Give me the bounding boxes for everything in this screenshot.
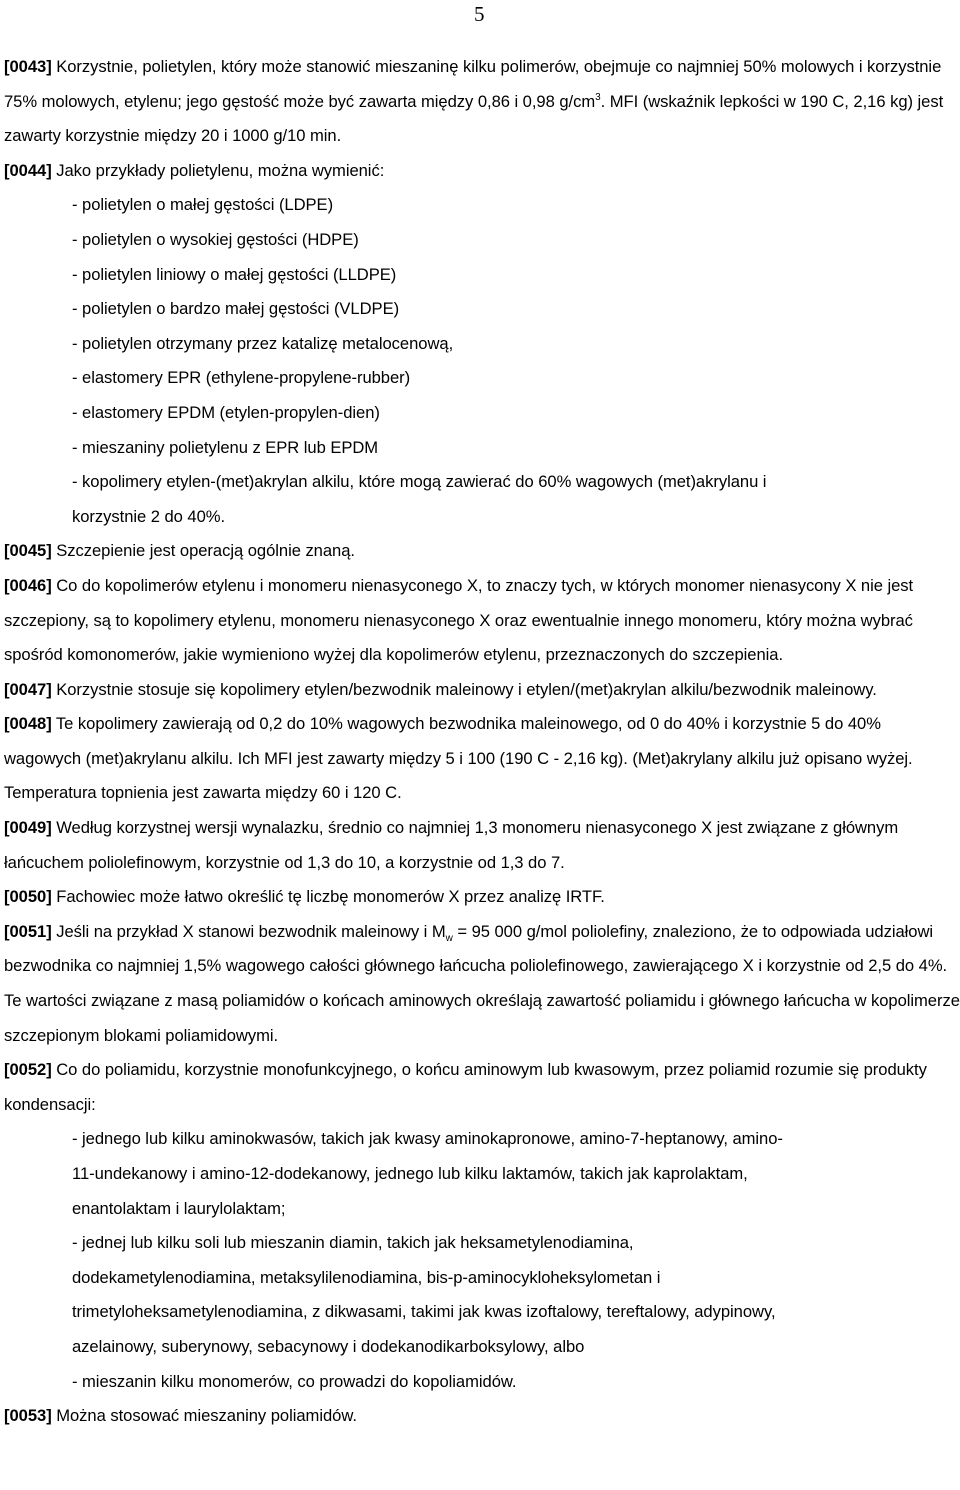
paragraph-text: Te kopolimery zawierają od 0,2 do 10% wagowych bezwodnika maleinowego, od 0 do 40% i korzystnie 5 do 40% wagowych (met)akrylanu alkilu. Ich MFI jest zawarty między 5 i 100 (190 C - 2,16 kg). (Met)akrylany alkilu już opisano wyżej. Temperatura topnienia jest zawarta między 60 i 120 C.	[4, 714, 913, 803]
paragraph-0052	[4, 1053, 960, 1122]
paragraph-text: Korzystnie, polietylen, który może stanowić mieszaninę kilku polimerów, obejmuje co najmniej 50% molowych i korzystnie 75% molowych, etylenu; jego gęstość może być zawarta między 0,86 i 0,98 g/cm	[4, 57, 942, 111]
list-item: - polietylen otrzymany przez katalizę metalocenową,	[72, 333, 454, 353]
paragraph-text: Szczepienie jest operacją ogólnie znaną.	[51, 541, 355, 561]
paragraph-text: = 95 000 g/mol poliolefiny, znaleziono, że to odpowiada udziałowi bezwodnika co najmniej 1,5% wagowego całości głównego łańcucha poliolefinowego, zawierającego X i korzystnie od 2,5 do 4%. Te wartości związane z masą poliamidów o końcach aminowych określają zawartość poliamidu i głównego łańcucha w kopolimerze szczepionym blokami poliamidowymi.	[4, 921, 960, 1045]
paragraph-text: Co do poliamidu, korzystnie monofunkcyjnego, o końcu aminowym lub kwasowym, przez poliamid rozumie się produkty kondensacji:	[4, 1060, 927, 1114]
paragraph-number: [0052]	[4, 1060, 52, 1080]
paragraph-text: Co do kopolimerów etylenu i monomeru nienasyconego X, to znaczy tych, w których monomer nienasycony X nie jest szczepiony, są to kopolimery etylenu, monomeru nienasyconego X oraz ewentualnie innego monomeru, który można wybrać spośród komonomerów, jakie wymieniono wyżej dla kopolimerów etylenu, przeznaczonych do szczepienia.	[4, 575, 914, 665]
list-item: - mieszaniny polietylenu z EPR lub EPDM	[72, 437, 379, 457]
page-number: 5	[474, 2, 485, 26]
paragraph-number: [0048]	[4, 714, 52, 734]
paragraph-0044	[4, 154, 960, 189]
paragraph-0045	[4, 534, 960, 569]
list-item-line: - kopolimery etylen-(met)akrylan alkilu, które mogą zawierać do 60% wagowych (met)akrylanu i	[72, 472, 767, 492]
paragraph-number: [0046]	[4, 575, 52, 595]
list-item: - polietylen o bardzo małej gęstości (VLDPE)	[72, 299, 400, 319]
paragraph-text: Fachowiec może łatwo określić tę liczbę monomerów X przez analizę IRTF.	[51, 887, 605, 907]
paragraph-number: [0045]	[4, 541, 52, 561]
paragraph-text: Można stosować mieszaniny poliamidów.	[51, 1406, 357, 1426]
list-item	[4, 1226, 960, 1364]
paragraph-text: Według korzystnej wersji wynalazku, średnio co najmniej 1,3 monomeru nienasyconego X jest związane z głównym łańcuchem poliolefinowym, korzystnie od 1,3 do 10, a korzystnie od 1,3 do 7.	[4, 818, 899, 872]
list-item-line: 11-undekanowy i amino-12-dodekanowy, jednego lub kilku laktamów, takich jak kaprolaktam,	[72, 1164, 748, 1183]
paragraph-text: Jako przykłady polietylenu, można wymienić:	[51, 160, 385, 180]
list-item-line: dodekametylenodiamina, metaksylilenodiamina, bis-p-aminocykloheksylometan i	[72, 1267, 661, 1287]
document-body	[4, 50, 960, 1434]
paragraph-number: [0044]	[4, 160, 52, 180]
paragraph-number: [0043]	[4, 57, 52, 76]
paragraph-0049	[4, 811, 960, 880]
polyamide-list	[4, 1122, 960, 1399]
paragraph-text: . MFI (wskaźnik lepkości w 190 C, 2,16 kg) jest zawarty korzystnie między 20 i 1000 g/10 min.	[4, 91, 944, 146]
paragraph-number: [0051]	[4, 921, 52, 941]
paragraph-number: [0053]	[4, 1406, 52, 1426]
paragraph-0046	[4, 569, 960, 673]
list-item-line: trimetyloheksametylenodiamina, z dikwasami, takimi jak kwas izoftalowy, tereftalowy, adypinowy,	[72, 1302, 776, 1322]
paragraph-number: [0049]	[4, 818, 52, 838]
list-item: - elastomery EPDM (etylen-propylen-dien)	[72, 402, 380, 422]
paragraph-text: Korzystnie stosuje się kopolimery etylen/bezwodnik maleinowy i etylen/(met)akrylan alkilu/bezwodnik maleinowy.	[51, 679, 877, 699]
paragraph-0050	[4, 880, 960, 915]
paragraph-0051	[4, 915, 960, 1053]
paragraph-0043	[4, 50, 960, 154]
list-item: - polietylen liniowy o małej gęstości (LLDPE)	[72, 264, 397, 284]
list-item: - elastomery EPR (ethylene-propylene-rubber)	[72, 368, 411, 388]
list-item	[4, 1365, 960, 1400]
list-item-line: enantolaktam i laurylolaktam;	[72, 1198, 286, 1218]
list-item-line: - mieszanin kilku monomerów, co prowadzi do kopoliamidów.	[72, 1371, 517, 1391]
paragraph-number: [0047]	[4, 679, 52, 699]
paragraph-number: [0050]	[4, 887, 52, 907]
list-item-line: - jednej lub kilku soli lub mieszanin diamin, takich jak heksametylenodiamina,	[72, 1233, 634, 1253]
list-item	[4, 465, 960, 534]
list-item-line: - jednego lub kilku aminokwasów, takich jak kwasy aminokapronowe, amino-7-heptanowy, amino-	[72, 1129, 783, 1149]
list-item: - polietylen o wysokiej gęstości (HDPE)	[72, 229, 359, 249]
list-item	[4, 1122, 960, 1226]
superscript: 3	[595, 91, 601, 103]
polyethylene-list	[4, 188, 960, 534]
paragraph-0053	[4, 1399, 960, 1434]
paragraph-text: Jeśli na przykład X stanowi bezwodnik maleinowy i M	[51, 921, 446, 941]
list-item-line: korzystnie 2 do 40%.	[72, 506, 226, 526]
paragraph-0048	[4, 707, 960, 811]
subscript: w	[445, 932, 453, 944]
paragraph-0047	[4, 673, 960, 708]
list-item-line: azelainowy, suberynowy, sebacynowy i dodekanodikarboksylowy, albo	[72, 1336, 585, 1356]
list-item: - polietylen o małej gęstości (LDPE)	[72, 195, 334, 215]
